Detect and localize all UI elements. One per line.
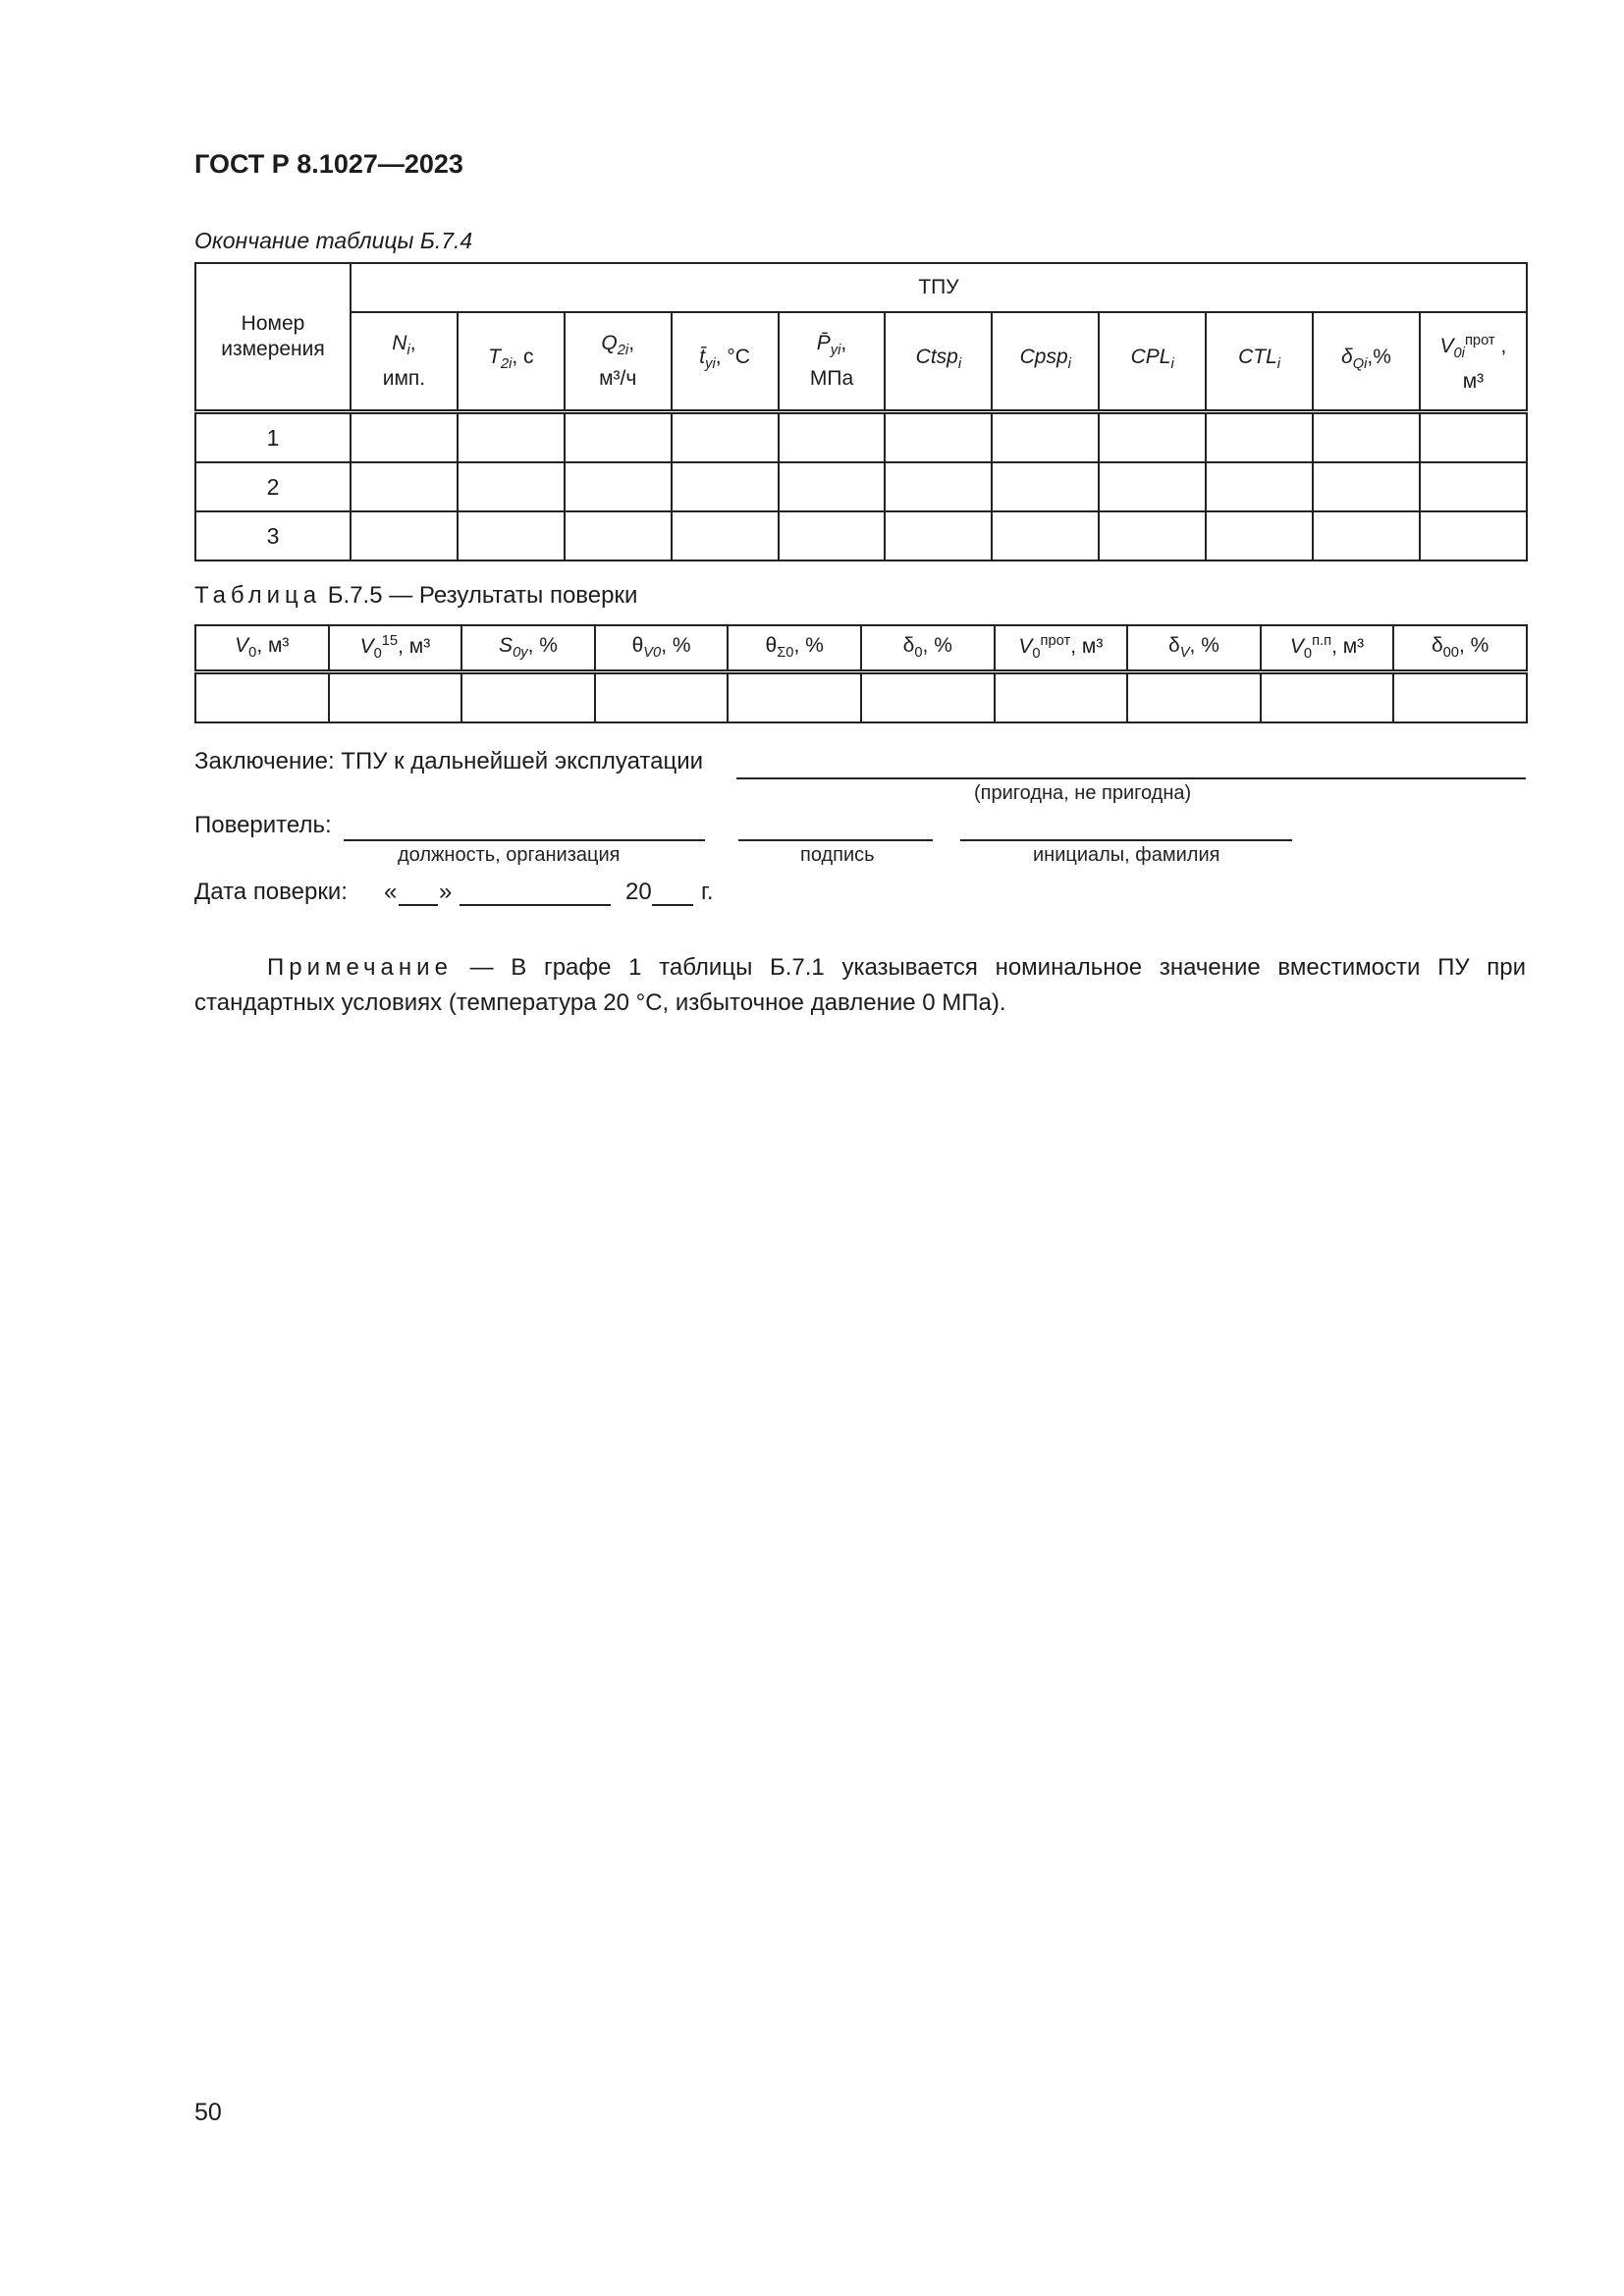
table-cell[interactable] [1313, 412, 1420, 463]
table-cell[interactable] [885, 511, 992, 561]
conclusion-hint: (пригодна, не пригодна) [974, 782, 1192, 804]
symbol-suffix: ,% [1367, 346, 1391, 369]
symbol: CPL [1130, 346, 1171, 369]
row-number: 2 [195, 462, 351, 511]
year-field[interactable] [652, 904, 693, 906]
table-cell[interactable] [461, 672, 595, 723]
measurements-table [194, 262, 1528, 561]
date-open-quote: « [384, 879, 398, 905]
table-row [195, 511, 1527, 561]
symbol-suffix: , [840, 332, 847, 355]
symbol-subscript: i [1276, 356, 1281, 373]
column-header-symbol [673, 344, 778, 378]
conclusion-field[interactable] [736, 777, 1526, 779]
column-header [1206, 312, 1313, 412]
symbol-subscript: 0 [1303, 646, 1313, 663]
column-header [458, 312, 565, 412]
table-cell[interactable] [1099, 412, 1206, 463]
table-cell[interactable] [565, 412, 672, 463]
symbol-suffix: , % [1458, 634, 1489, 658]
table-cell[interactable] [1393, 672, 1527, 723]
table-cell[interactable] [672, 511, 779, 561]
table-cell[interactable] [1420, 462, 1527, 511]
table-cell[interactable] [1313, 511, 1420, 561]
symbol: S [499, 634, 514, 658]
table-cell[interactable] [595, 672, 729, 723]
table-cell[interactable] [885, 462, 992, 511]
symbol-subscript: V0 [643, 645, 662, 662]
column-header-symbol [886, 344, 991, 378]
symbol-subscript: 0y [513, 645, 528, 662]
date-close-quote: » [439, 879, 453, 905]
table-cell[interactable] [1206, 412, 1313, 463]
symbol-suffix: , м³ [398, 635, 431, 659]
position-hint: должность, организация [398, 844, 621, 866]
measure-number-header: Номер измерения [195, 263, 351, 412]
table-row [195, 462, 1527, 511]
table-cell[interactable] [195, 672, 329, 723]
table-cell[interactable] [779, 412, 886, 463]
symbol: P̄ [816, 332, 831, 355]
symbol: δ [1168, 634, 1180, 658]
symbol-subscript: 00 [1442, 645, 1459, 662]
symbol-suffix: , м³ [1070, 635, 1104, 659]
column-header [672, 312, 779, 412]
symbol: T [488, 346, 501, 369]
table-cell[interactable] [351, 511, 458, 561]
column-header [885, 312, 992, 412]
symbol-subscript: Σ0 [777, 645, 794, 662]
group-header: ТПУ [351, 263, 1527, 312]
signature-hint: подпись [800, 844, 875, 866]
symbol-suffix: , % [661, 634, 691, 658]
table-word: Таблица [194, 582, 322, 609]
name-hint: инициалы, фамилия [1033, 844, 1220, 866]
column-header-symbol [1100, 344, 1205, 378]
symbol-subscript: 0 [248, 645, 257, 662]
table-cell[interactable] [458, 412, 565, 463]
table-cell[interactable] [1206, 462, 1313, 511]
symbol-subscript: 0i [1453, 346, 1465, 362]
table-cell[interactable] [351, 412, 458, 463]
symbol-suffix: , м³ [256, 634, 290, 658]
symbol-subscript: i [957, 356, 962, 373]
table-cell[interactable] [329, 672, 462, 723]
symbol-subscript: i [1067, 356, 1071, 373]
symbol-suffix: , % [527, 634, 558, 658]
symbol-subscript: 2i [617, 343, 629, 359]
symbol: CTL [1238, 346, 1277, 369]
table1-caption: Окончание таблицы Б.7.4 [194, 228, 473, 253]
symbol: δ [1431, 634, 1443, 658]
table-cell[interactable] [672, 412, 779, 463]
symbol: Q [601, 332, 618, 355]
table2-caption-rest: Б.7.5 — Результаты поверки [321, 582, 638, 609]
table-cell[interactable] [992, 511, 1099, 561]
table-cell[interactable] [672, 462, 779, 511]
date-label: Дата поверки: [194, 879, 348, 905]
column-header [861, 625, 995, 672]
symbol-superscript: п.п [1312, 633, 1332, 650]
table-cell[interactable] [565, 462, 672, 511]
column-header [595, 625, 729, 672]
conclusion-label: Заключение: ТПУ к дальнейшей эксплуатации [194, 748, 704, 774]
symbol: N [392, 332, 407, 355]
column-header-symbol [1421, 327, 1526, 367]
table-cell[interactable] [1099, 462, 1206, 511]
name-field[interactable] [960, 839, 1292, 841]
column-header-symbol [780, 330, 885, 364]
symbol-suffix: , °С [715, 346, 750, 369]
symbol: Cpsp [1019, 346, 1068, 369]
row-number: 3 [195, 511, 351, 561]
table-cell[interactable] [779, 462, 886, 511]
table-cell[interactable] [565, 511, 672, 561]
table-cell[interactable] [995, 672, 1128, 723]
year-suffix: г. [701, 879, 714, 905]
symbol-superscript: 15 [381, 633, 399, 650]
table-cell[interactable] [992, 412, 1099, 463]
table-cell[interactable] [1420, 412, 1527, 463]
column-header [992, 312, 1099, 412]
column-header [461, 625, 595, 672]
table-cell[interactable] [351, 462, 458, 511]
symbol-suffix: , с [512, 346, 534, 369]
table-cell[interactable] [861, 672, 995, 723]
table-cell[interactable] [1099, 511, 1206, 561]
symbol-suffix: , [628, 332, 635, 355]
column-header-symbol [993, 344, 1098, 378]
symbol-suffix: , [1494, 335, 1507, 358]
symbol-subscript: V [1179, 645, 1190, 662]
note-paragraph [194, 950, 1526, 1021]
symbol-suffix: , % [922, 634, 952, 658]
table-row [195, 412, 1527, 463]
table-cell[interactable] [1313, 462, 1420, 511]
table-cell[interactable] [992, 462, 1099, 511]
note-text: — В графе 1 таблицы Б.7.1 указывается номинальное значение вместимости ПУ при стандартных условиях (температура 20 °С, избыточное давление 0 МПа). [194, 954, 1526, 1016]
symbol: V [1018, 635, 1033, 659]
column-header [195, 625, 329, 672]
column-unit: м³ [1462, 369, 1485, 393]
column-header-symbol [459, 344, 564, 378]
table-cell[interactable] [458, 511, 565, 561]
verifier-label: Поверитель: [194, 812, 332, 838]
symbol-subscript: i [1170, 356, 1174, 373]
symbol: V [1439, 335, 1454, 358]
symbol-subscript: Qi [1352, 356, 1368, 373]
symbol-subscript: yi [830, 343, 841, 359]
symbol-superscript: прот [1040, 633, 1071, 650]
table-cell[interactable] [885, 412, 992, 463]
symbol-superscript: прот [1464, 333, 1495, 349]
day-field[interactable] [399, 904, 438, 906]
column-header [995, 625, 1128, 672]
results-table [194, 624, 1528, 723]
symbol: δ [1341, 346, 1353, 369]
symbol: V [235, 634, 249, 658]
table-cell[interactable] [728, 672, 861, 723]
symbol-suffix: , % [793, 634, 824, 658]
column-header-symbol [1314, 344, 1419, 378]
signature-field[interactable] [738, 839, 933, 841]
symbol-subscript: yi [705, 356, 716, 373]
symbol: V [1289, 635, 1304, 659]
column-unit: МПа [809, 366, 854, 390]
symbol-subscript: i [406, 343, 410, 359]
symbol-subscript: 0 [1032, 646, 1041, 663]
symbol: δ [902, 634, 915, 658]
column-header [1261, 625, 1394, 672]
column-header [1099, 312, 1206, 412]
symbol-suffix: , % [1189, 634, 1219, 658]
note-prefix: Примечание [267, 954, 453, 981]
column-header [1127, 625, 1261, 672]
symbol-suffix: , [409, 332, 416, 355]
page-number: 50 [194, 2099, 222, 2126]
symbol: t̄ [699, 346, 706, 369]
column-unit: имп. [382, 366, 426, 390]
column-header [779, 312, 886, 412]
document-header: ГОСТ Р 8.1027—2023 [194, 149, 463, 179]
table-cell[interactable] [1127, 672, 1261, 723]
column-unit: м³/ч [599, 366, 637, 390]
table-cell[interactable] [1206, 511, 1313, 561]
position-field[interactable] [344, 839, 705, 841]
symbol: θ [765, 634, 778, 658]
column-header [329, 625, 462, 672]
symbol: Ctsp [915, 346, 958, 369]
column-header-symbol [352, 330, 457, 364]
table-cell[interactable] [1420, 511, 1527, 561]
column-header [351, 312, 458, 412]
symbol: V [359, 635, 374, 659]
table2-caption [194, 582, 637, 610]
column-header [1313, 312, 1420, 412]
month-field[interactable] [460, 904, 611, 906]
row-number: 1 [195, 412, 351, 463]
column-header-symbol [566, 330, 671, 364]
symbol-subscript: 2i [500, 356, 513, 373]
year-prefix: 20 [625, 879, 652, 905]
table-cell[interactable] [779, 511, 886, 561]
column-header [728, 625, 861, 672]
column-header [565, 312, 672, 412]
table-cell[interactable] [458, 462, 565, 511]
column-header-symbol [1207, 344, 1312, 378]
symbol-suffix: , м³ [1331, 635, 1365, 659]
column-header [1420, 312, 1527, 412]
symbol-subscript: 0 [373, 646, 382, 663]
column-header [1393, 625, 1527, 672]
symbol-subscript: 0 [914, 645, 923, 662]
table-cell[interactable] [1261, 672, 1394, 723]
symbol: θ [631, 634, 644, 658]
